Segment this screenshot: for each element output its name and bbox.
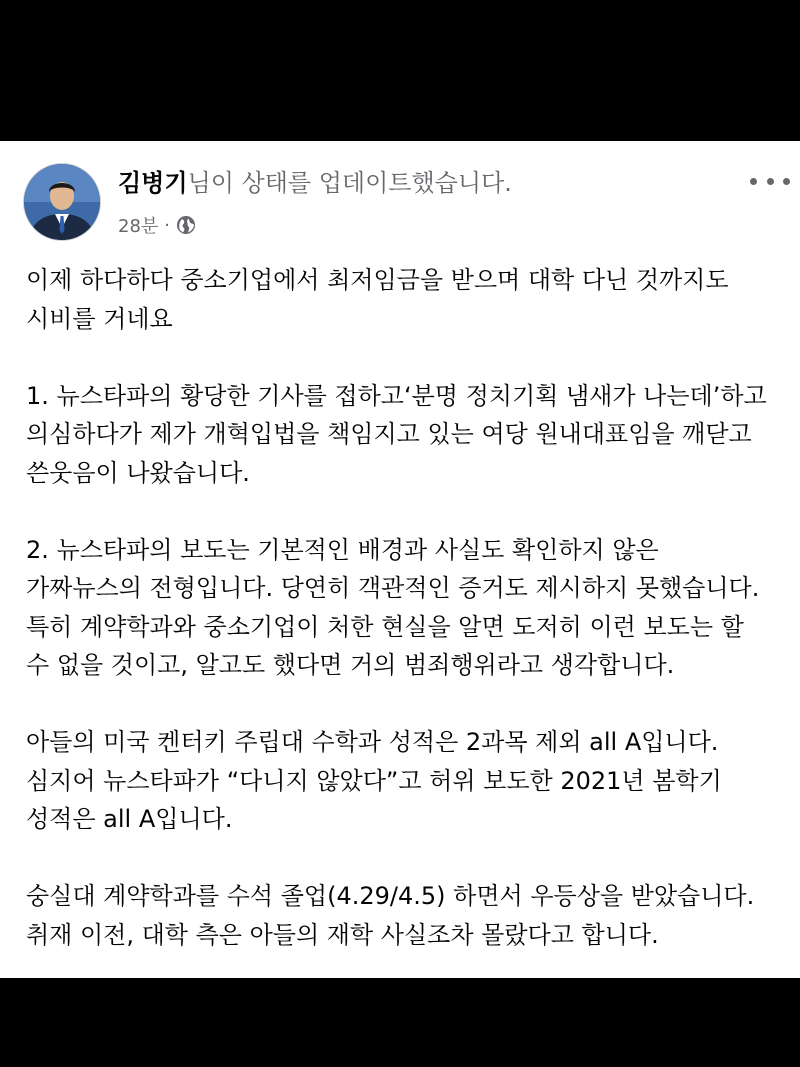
post-text-line: 아들의 미국 켄터키 주립대 수학과 성적은 2과목 제외 all A입니다. (26, 728, 719, 756)
post-text-line: 이제 하다하다 중소기업에서 최저임금을 받으며 대학 다닌 것까지도 (26, 266, 729, 294)
post-paragraph (26, 723, 794, 839)
post-timestamp[interactable]: 28분 (118, 216, 159, 237)
post-text-line: 의심하다가 제가 개혁입법을 책임지고 있는 여당 원내대표임을 깨닫고 (26, 420, 752, 448)
more-options-button[interactable] (748, 169, 792, 193)
post-paragraph (26, 531, 794, 685)
post-action-text: 님이 상태를 업데이트했습니다. (187, 169, 512, 197)
author-avatar[interactable] (24, 164, 100, 240)
post-text-line: 2. 뉴스타파의 보도는 기본적인 배경과 사실도 확인하지 않은 (26, 535, 659, 564)
post-paragraph (26, 877, 794, 954)
post-text-line: 특히 계약학과와 중소기업이 처한 현실을 알면 도저히 이런 보도는 할 (26, 612, 744, 641)
post-text-line: 성적은 all A입니다. (26, 805, 233, 833)
post-meta (118, 211, 196, 239)
post-body (26, 261, 794, 954)
post-paragraph (26, 261, 794, 338)
post-text-line: 쓴웃음이 나왔습니다. (26, 458, 250, 487)
post-text-line: 1. 뉴스타파의 황당한 기사를 접하고‘분명 정치기획 냄새가 나는데’하고 (26, 381, 767, 410)
post-text-line: 취재 이전, 대학 측은 아들의 재학 사실조차 몰랐다고 합니다. (26, 920, 659, 949)
post-text-line: 시비를 거네요 (26, 304, 173, 333)
post-text-line: 심지어 뉴스타파가 “다니지 않았다”고 허위 보도한 2021년 봄학기 (26, 766, 722, 795)
post-text-line: 숭실대 계약학과를 수석 졸업(4.29/4.5) 하면서 우등상을 받았습니다. (26, 882, 755, 910)
meta-separator: · (164, 214, 171, 236)
globe-icon[interactable] (176, 215, 196, 235)
post-paragraph (26, 377, 794, 493)
post-header (118, 167, 512, 199)
author-name-link[interactable]: 김병기 (118, 169, 188, 197)
top-black-bar (0, 0, 800, 141)
post-text-line: 가짜뉴스의 전형입니다. 당연히 객관적인 증거도 제시하지 못했습니다. (26, 574, 760, 602)
bottom-black-bar (0, 978, 800, 1067)
more-horizontal-icon (750, 178, 757, 185)
avatar-portrait-icon (24, 164, 100, 240)
status-post (0, 141, 800, 978)
post-text-line: 수 없을 것이고, 알고도 했다면 거의 범죄행위라고 생각합니다. (26, 651, 675, 679)
